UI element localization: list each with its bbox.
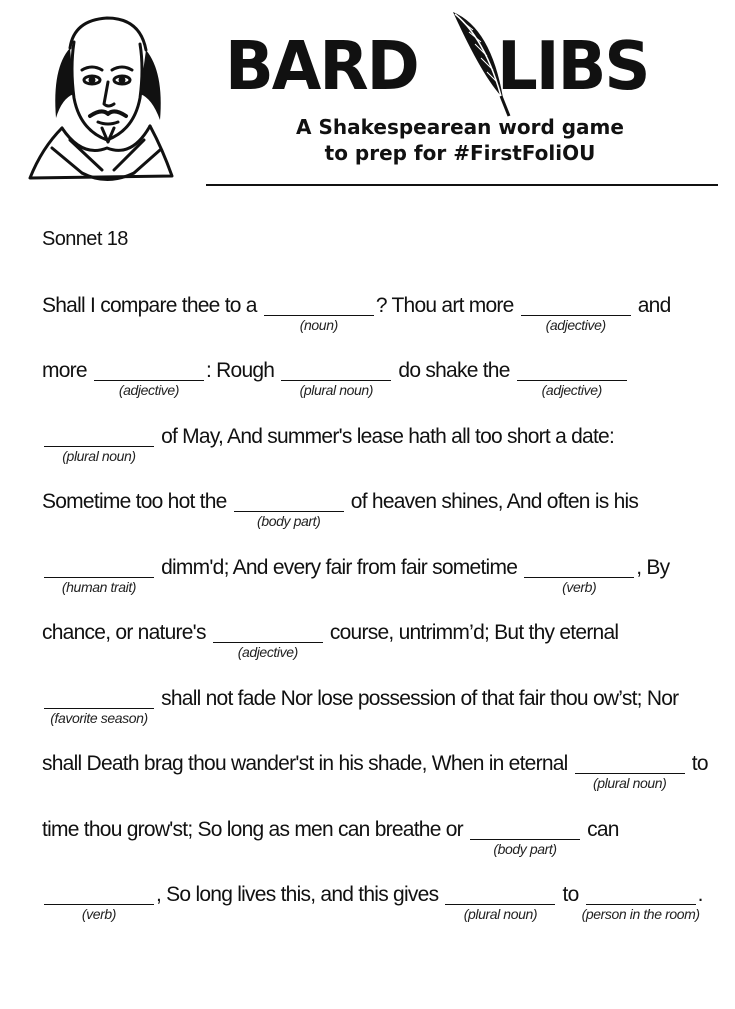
sonnet-line	[42, 817, 619, 857]
blank-verb[interactable]	[524, 557, 634, 595]
blank-hint: (plural noun)	[299, 382, 374, 398]
blank-body-part[interactable]	[470, 819, 580, 857]
line-text: Sometime too hot the	[42, 490, 232, 513]
blank-favorite-season[interactable]	[44, 688, 154, 726]
blank-human-trait[interactable]	[44, 557, 154, 595]
line-text: and	[632, 294, 671, 317]
blank-hint: (body part)	[493, 841, 557, 857]
blank-hint: (adjective)	[118, 382, 180, 398]
line-text: chance, or nature's	[42, 621, 211, 644]
header-divider	[206, 184, 718, 186]
line-text: : Rough	[205, 359, 280, 382]
blank-hint: (adjective)	[237, 644, 298, 660]
line-text: more	[42, 359, 92, 382]
sonnet-line	[42, 358, 629, 398]
title-libs: LIBS	[497, 28, 649, 106]
blank-person-in-the-room[interactable]	[581, 884, 700, 922]
blank-adjective[interactable]	[94, 360, 204, 398]
blank-hint: (body part)	[257, 513, 321, 529]
blank-hint: (favorite season)	[50, 710, 148, 726]
line-text: ? Thou art more	[375, 294, 519, 317]
blank-plural-noun[interactable]	[281, 360, 391, 398]
blank-noun[interactable]	[264, 295, 374, 333]
blank-hint: (plural noun)	[463, 906, 538, 922]
line-text: time thou grow'st; So long as men can breathe or	[42, 818, 469, 841]
blank-plural-noun[interactable]	[44, 426, 154, 464]
sonnet-line	[42, 751, 708, 791]
blank-hint: (verb)	[562, 579, 597, 595]
line-text: , By	[636, 556, 670, 579]
blank-hint: (adjective)	[545, 317, 606, 333]
blank-plural-noun[interactable]	[445, 884, 555, 922]
line-text: can	[582, 818, 619, 841]
sonnet-line	[42, 424, 615, 464]
sonnet-line	[42, 555, 670, 595]
sonnet-line	[42, 293, 671, 333]
line-text: of May, And summer's lease hath all too short a date:	[156, 425, 615, 448]
line-text: Shall I compare thee to a	[42, 294, 262, 317]
sonnet-line	[42, 620, 619, 660]
blank-hint: (adjective)	[541, 382, 602, 398]
blank-adjective[interactable]	[213, 622, 323, 660]
subtitle-line-1: A Shakespearean word game	[296, 115, 624, 139]
line-text: shall Death brag thou wander'st in his shade, When in eternal	[42, 752, 573, 775]
line-text: of heaven shines, And often is his	[345, 490, 639, 513]
line-text: to	[686, 752, 708, 775]
title-bard: BARD	[225, 28, 418, 106]
line-text: .	[697, 883, 703, 906]
blank-adjective[interactable]	[521, 295, 631, 333]
blank-hint: (plural noun)	[62, 448, 136, 464]
sonnet-line	[42, 686, 679, 726]
shakespeare-portrait-icon	[22, 8, 182, 193]
blank-hint: (noun)	[299, 317, 338, 333]
line-text: to	[557, 883, 584, 906]
blank-verb[interactable]	[44, 884, 154, 922]
blank-plural-noun[interactable]	[575, 753, 685, 791]
subtitle-line-2: to prep for #FirstFoliOU	[324, 141, 596, 165]
blank-body-part[interactable]	[234, 491, 344, 529]
line-text: course, untrimm’d; But thy eternal	[324, 621, 619, 644]
sonnet-line	[42, 882, 703, 922]
line-text: do shake the	[393, 359, 515, 382]
sonnet-title: Sonnet 18	[42, 228, 128, 250]
line-text: shall not fade Nor lose possession of that fair thou ow’st; Nor	[156, 687, 679, 710]
blank-hint: (verb)	[81, 906, 117, 922]
blank-hint: (plural noun)	[592, 775, 667, 791]
line-text: , So long lives this, and this gives	[156, 883, 444, 906]
sonnet-line	[42, 489, 639, 529]
blank-hint: (human trait)	[61, 579, 137, 595]
line-text: dimm'd; And every fair from fair sometime	[156, 556, 523, 579]
subtitle	[260, 114, 660, 166]
blank-adjective[interactable]	[517, 360, 627, 398]
blank-hint: (person in the room)	[581, 906, 700, 922]
